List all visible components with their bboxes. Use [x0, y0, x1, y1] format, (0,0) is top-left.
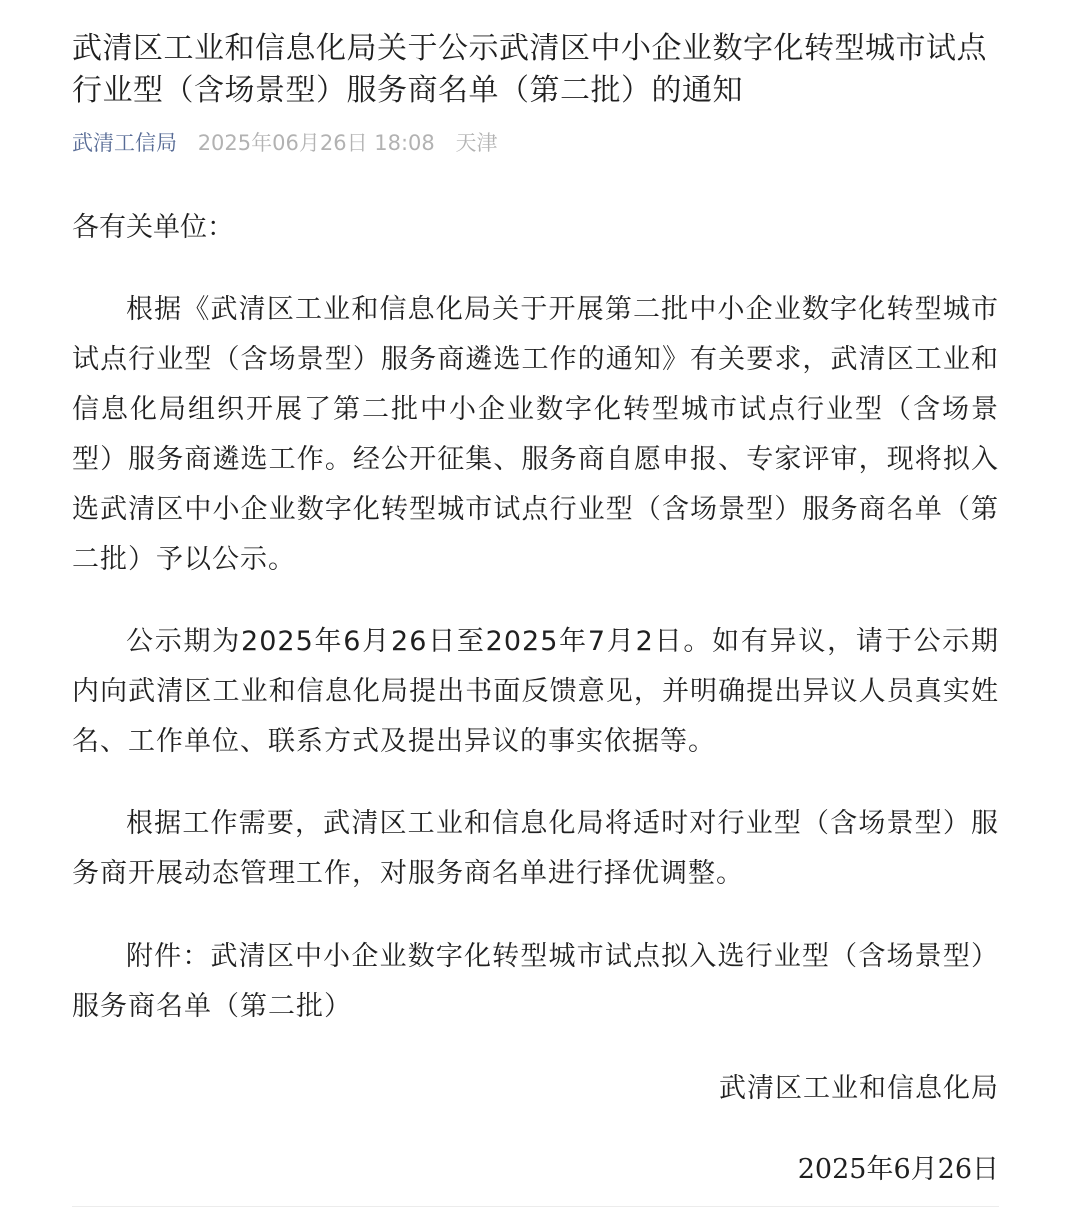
- article-meta: [72, 128, 497, 158]
- paragraph-publicity-period: 公示期为2025年6月26日至2025年7月2日。如有异议，请于公示期内向武清区工业和信息化局提出书面反馈意见，并明确提出异议人员真实姓名、工作单位、联系方式及提出异议的事实依据等。: [72, 626, 999, 757]
- salutation: 各有关单位：: [72, 212, 234, 243]
- bottom-divider: [72, 1206, 999, 1207]
- publish-time: 2025年06月26日 18:08: [197, 131, 435, 155]
- issue-date: 2025年6月26日: [797, 1154, 999, 1185]
- account-name-link[interactable]: 武清工信局: [72, 131, 177, 155]
- article-container: [72, 0, 999, 1212]
- issuer-signature: 武清区工业和信息化局: [719, 1073, 999, 1104]
- paragraph-selection-basis: 根据《武清区工业和信息化局关于开展第二批中小企业数字化转型城市试点行业型（含场景型）服务商遴选工作的通知》有关要求，武清区工业和信息化局组织开展了第二批中小企业数字化转型城市试点行业型（含场景型）服务商遴选工作。经公开征集、服务商自愿申报、专家评审，现将拟入选武清区中小企业数字化转型城市试点行业型（含场景型）服务商名单（第二批）予以公示。: [72, 294, 999, 575]
- publish-location: 天津: [455, 131, 498, 155]
- paragraph-dynamic-management: 根据工作需要，武清区工业和信息化局将适时对行业型（含场景型）服务商开展动态管理工作，对服务商名单进行择优调整。: [72, 808, 999, 889]
- article-title: 武清区工业和信息化局关于公示武清区中小企业数字化转型城市试点行业型（含场景型）服务商名单（第二批）的通知: [72, 31, 987, 108]
- paragraph-attachment: 附件：武清区中小企业数字化转型城市试点拟入选行业型（含场景型）服务商名单（第二批）: [72, 941, 999, 1022]
